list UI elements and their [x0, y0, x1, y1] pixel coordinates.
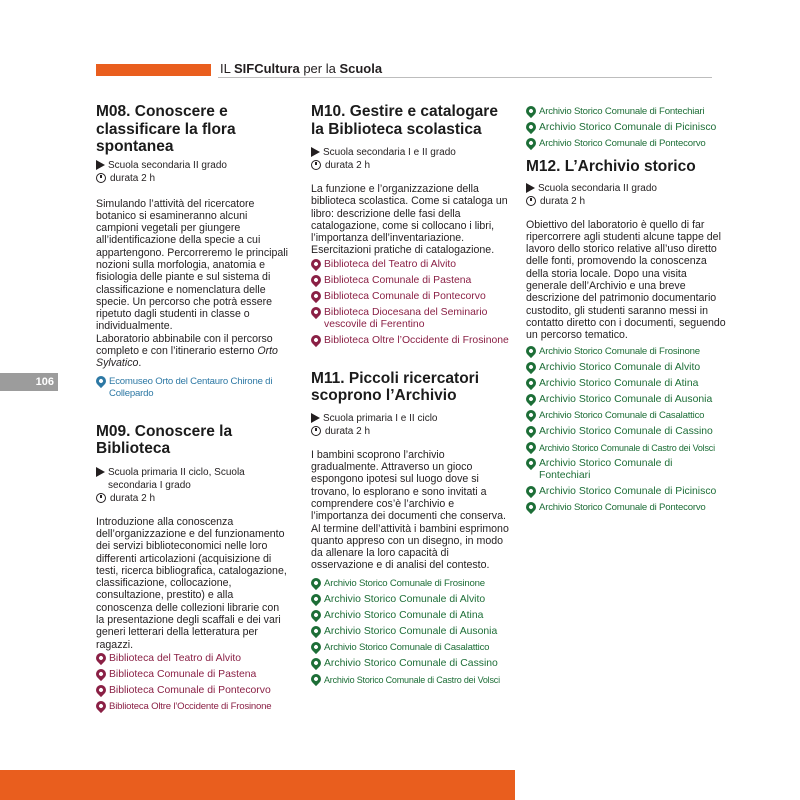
map-pin-icon	[94, 374, 108, 388]
location-list	[96, 376, 288, 400]
map-pin-icon	[309, 289, 323, 303]
description-text: Obiettivo del laboratorio è quello di far ripercorrere agli studenti alcune tappe del lavoro dello storico relative all’uso diretto delle fonti, promovendo la conoscenza della storia locale. Dopo una visita generale dell’Archivio e una breve descrizione del patrimonio documentario custodito, gli studenti saranno messi in contatto diretto con i documenti, seguendo un percorso tematico.	[526, 218, 726, 342]
map-pin-icon	[524, 392, 538, 406]
location-label: Biblioteca del Teatro di Alvito	[324, 258, 457, 270]
map-pin-icon	[309, 305, 323, 319]
page-number: 106	[0, 373, 58, 391]
map-pin-icon	[309, 257, 323, 271]
location-item[interactable]	[311, 578, 511, 590]
map-pin-icon	[309, 656, 323, 670]
location-label: Biblioteca Comunale di Pontecorvo	[109, 684, 271, 696]
map-pin-icon	[309, 672, 323, 686]
location-item[interactable]	[526, 106, 726, 118]
location-item[interactable]	[311, 259, 511, 271]
location-item[interactable]	[311, 658, 511, 670]
module-meta	[311, 146, 511, 172]
module-title: M11. Piccoli ricercatori scoprono l’Archivio	[311, 369, 480, 405]
description-extra-text: Laboratorio abbinabile con il percorso completo e con l’itinerario esterno	[96, 332, 273, 358]
location-item[interactable]	[96, 685, 288, 697]
play-icon	[96, 467, 105, 477]
location-item[interactable]	[96, 669, 288, 681]
module-duration: durata 2 h	[110, 172, 156, 184]
play-icon	[311, 413, 320, 423]
map-pin-icon	[524, 120, 538, 134]
location-label: Archivio Storico Comunale di Casalattico	[324, 641, 490, 653]
description-text: La funzione e l’organizzazione della biblioteca scolastica. Come si cataloga un libro: descrizione delle fasi della catalogazione, come si collocano i libri, l’importanza dell’inventariazione. Esercitazioni pratiche di catalogazione.	[311, 183, 508, 257]
map-pin-icon	[94, 699, 108, 713]
module-meta	[526, 182, 726, 208]
location-label: Archivio Storico Comunale di Pontecorvo	[539, 138, 706, 149]
map-pin-icon	[524, 360, 538, 374]
module-title: M12. L’Archivio storico	[526, 158, 696, 175]
location-label: Archivio Storico Comunale di Picinisco	[539, 122, 717, 133]
map-pin-icon	[524, 456, 538, 470]
clock-icon	[96, 173, 106, 183]
header-prefix: IL	[220, 61, 234, 76]
header-title	[220, 61, 382, 76]
location-item[interactable]	[311, 626, 511, 638]
location-label: Archivio Storico Comunale di Alvito	[324, 593, 486, 605]
module-duration: durata 2 h	[540, 195, 586, 207]
column-middle	[311, 103, 511, 690]
map-pin-icon	[309, 592, 323, 606]
location-item[interactable]	[526, 458, 726, 482]
module-m10	[311, 103, 511, 347]
location-label: Archivio Storico Comunale di Castro dei Volsci	[539, 443, 715, 454]
location-item[interactable]	[311, 307, 511, 331]
location-item[interactable]	[96, 701, 288, 713]
location-item[interactable]	[311, 594, 511, 606]
module-m12	[526, 158, 726, 514]
module-title: M08. Conoscere e classificare la flora spontanea	[96, 103, 236, 155]
module-description	[526, 219, 726, 342]
location-label: Archivio Storico Comunale di Ausonia	[539, 394, 713, 406]
module-target: Scuola primaria II ciclo, Scuola secondaria I grado	[108, 466, 245, 491]
module-m08	[96, 103, 288, 400]
map-pin-icon	[524, 376, 538, 390]
description-text: Introduzione alla conoscenza dell’organizzazione e del funzionamento dei servizi biblioteconomici nelle loro differenti articolazioni (acquisizione di testi, ricerca bibliografica, catalogazione, classificazione, collocazione, consultazione, prestito) e alla conoscenza delle collezioni librarie con la presentazione degli scaffali e dei vari generi letterari della letteratura per ragazzi.	[96, 515, 287, 651]
map-pin-icon	[309, 576, 323, 590]
location-item[interactable]	[526, 378, 726, 390]
column-right	[526, 106, 726, 518]
location-list	[311, 259, 511, 347]
location-label: Archivio Storico Comunale di Casalattico	[539, 410, 705, 422]
map-pin-icon	[524, 424, 538, 438]
map-pin-icon	[524, 104, 538, 118]
map-pin-icon	[524, 408, 538, 422]
location-label: Archivio Storico Comunale di Frosinone	[324, 577, 485, 589]
module-m11	[311, 370, 511, 686]
location-list	[96, 653, 288, 713]
module-meta	[311, 412, 511, 438]
location-list	[311, 578, 511, 686]
map-pin-icon	[309, 273, 323, 287]
location-label: Archivio Storico Comunale di Fontechiari	[539, 106, 705, 117]
location-label: Biblioteca del Teatro di Alvito	[109, 652, 242, 664]
location-label: Archivio Storico Comunale di Frosinone	[539, 346, 700, 358]
location-item[interactable]	[526, 138, 726, 150]
location-item[interactable]	[311, 335, 511, 347]
module-description	[311, 449, 511, 572]
description-text: I bambini scoprono l’archivio gradualmente. Attraverso un gioco espongono ipotesi sul luogo dove si trovano, lo esplorano e sono invitati a comprendere cos’è l’archivio e l’importanza dei documenti che conserva. Al termine dell’attività i bambini esprimono quanto appreso con un disegno, in modo da allenare la loro capacità di osservazione e di analisi del contesto.	[311, 448, 509, 572]
module-target: Scuola secondaria II grado	[108, 159, 227, 171]
location-item[interactable]	[311, 275, 511, 287]
module-description	[96, 516, 288, 651]
map-pin-icon	[309, 640, 323, 654]
module-duration: durata 2 h	[325, 425, 371, 437]
clock-icon	[526, 196, 536, 206]
header-accent-bar	[96, 64, 211, 76]
location-label: Archivio Storico Comunale di Atina	[539, 378, 699, 390]
module-description	[96, 198, 288, 370]
module-title: M10. Gestire e catalogare la Biblioteca scolastica	[311, 103, 498, 138]
module-target: Scuola secondaria II grado	[538, 182, 657, 194]
map-pin-icon	[309, 333, 323, 347]
map-pin-icon	[524, 136, 538, 150]
map-pin-icon	[524, 500, 538, 514]
header-rule	[218, 77, 712, 78]
module-duration: durata 2 h	[325, 160, 371, 171]
location-label: Archivio Storico Comunale di Fontechiari	[539, 458, 673, 482]
header-brand: SIFCultura	[233, 61, 300, 76]
location-label: Ecomuseo Orto del Centauro Chirone di Collepardo	[109, 375, 273, 399]
location-item[interactable]	[311, 674, 511, 686]
column-left	[96, 103, 288, 717]
location-item[interactable]	[526, 426, 726, 438]
location-item[interactable]	[311, 610, 511, 622]
module-meta	[96, 466, 288, 505]
header-middle: per la	[299, 61, 340, 76]
location-item[interactable]	[526, 442, 726, 454]
location-item[interactable]	[526, 346, 726, 358]
location-label: Biblioteca Oltre l’Occidente di Frosinone	[109, 700, 272, 712]
location-item[interactable]	[526, 410, 726, 422]
location-item[interactable]	[526, 502, 726, 514]
map-pin-icon	[524, 440, 538, 454]
play-icon	[526, 183, 535, 193]
location-label: Archivio Storico Comunale di Cassino	[324, 657, 498, 669]
clock-icon	[96, 493, 106, 503]
map-pin-icon	[524, 484, 538, 498]
header-audience: Scuola	[339, 61, 383, 76]
location-label: Archivio Storico Comunale di Cassino	[539, 426, 713, 438]
map-pin-icon	[309, 624, 323, 638]
location-item[interactable]	[526, 486, 726, 498]
location-item[interactable]	[96, 376, 288, 400]
description-extra	[96, 333, 288, 370]
map-pin-icon	[94, 651, 108, 665]
play-icon	[311, 147, 320, 157]
location-label: Archivio Storico Comunale di Pontecorvo	[539, 502, 706, 514]
location-item[interactable]	[96, 653, 288, 665]
location-list	[526, 346, 726, 514]
play-icon	[96, 160, 105, 170]
location-label: Archivio Storico Comunale di Picinisco	[539, 486, 717, 498]
location-label: Biblioteca Diocesana del Seminario vescovile di Ferentino	[324, 306, 488, 330]
map-pin-icon	[94, 667, 108, 681]
description-text: Simulando l’attività del ricercatore botanico si esamineranno alcuni campioni vegetali per giungere all’identificazione della specie a cui appartengono. Percorreremo le principali nozioni sulla morfologia, anatomia e fisiologia delle piante e sul sistema di classificazione e nomenclatura delle specie. Un percorso che potrà essere ripetuto dagli studenti in classe o individualmente.	[96, 197, 288, 333]
description-end: .	[138, 357, 142, 370]
clock-icon	[311, 160, 321, 170]
clock-icon	[311, 426, 321, 436]
location-item[interactable]	[526, 362, 726, 374]
description-italic: Orto Sylvatico	[96, 345, 278, 370]
module-title: M09. Conoscere la Biblioteca	[96, 422, 233, 458]
module-meta	[96, 159, 288, 185]
location-item[interactable]	[311, 291, 511, 303]
location-label: Biblioteca Comunale di Pastena	[109, 668, 257, 680]
location-label: Archivio Storico Comunale di Castro dei Volsci	[324, 674, 500, 685]
location-label: Biblioteca Comunale di Pontecorvo	[324, 290, 486, 302]
location-item[interactable]	[526, 394, 726, 406]
location-item[interactable]	[311, 642, 511, 654]
location-item[interactable]	[526, 122, 726, 134]
map-pin-icon	[309, 608, 323, 622]
module-duration: durata 2 h	[110, 492, 156, 504]
module-target: Scuola secondaria I e II grado	[323, 147, 456, 158]
module-m09	[96, 423, 288, 713]
module-description	[311, 183, 511, 257]
location-label: Archivio Storico Comunale di Alvito	[539, 362, 701, 374]
location-list-continued	[526, 106, 726, 150]
location-label: Biblioteca Oltre l’Occidente di Frosinone	[324, 334, 509, 346]
location-label: Archivio Storico Comunale di Atina	[324, 609, 484, 621]
map-pin-icon	[94, 683, 108, 697]
module-target: Scuola primaria I e II ciclo	[323, 412, 438, 424]
location-label: Archivio Storico Comunale di Ausonia	[324, 625, 498, 637]
map-pin-icon	[524, 344, 538, 358]
footer-accent-bar	[0, 770, 515, 800]
location-label: Biblioteca Comunale di Pastena	[324, 274, 472, 286]
